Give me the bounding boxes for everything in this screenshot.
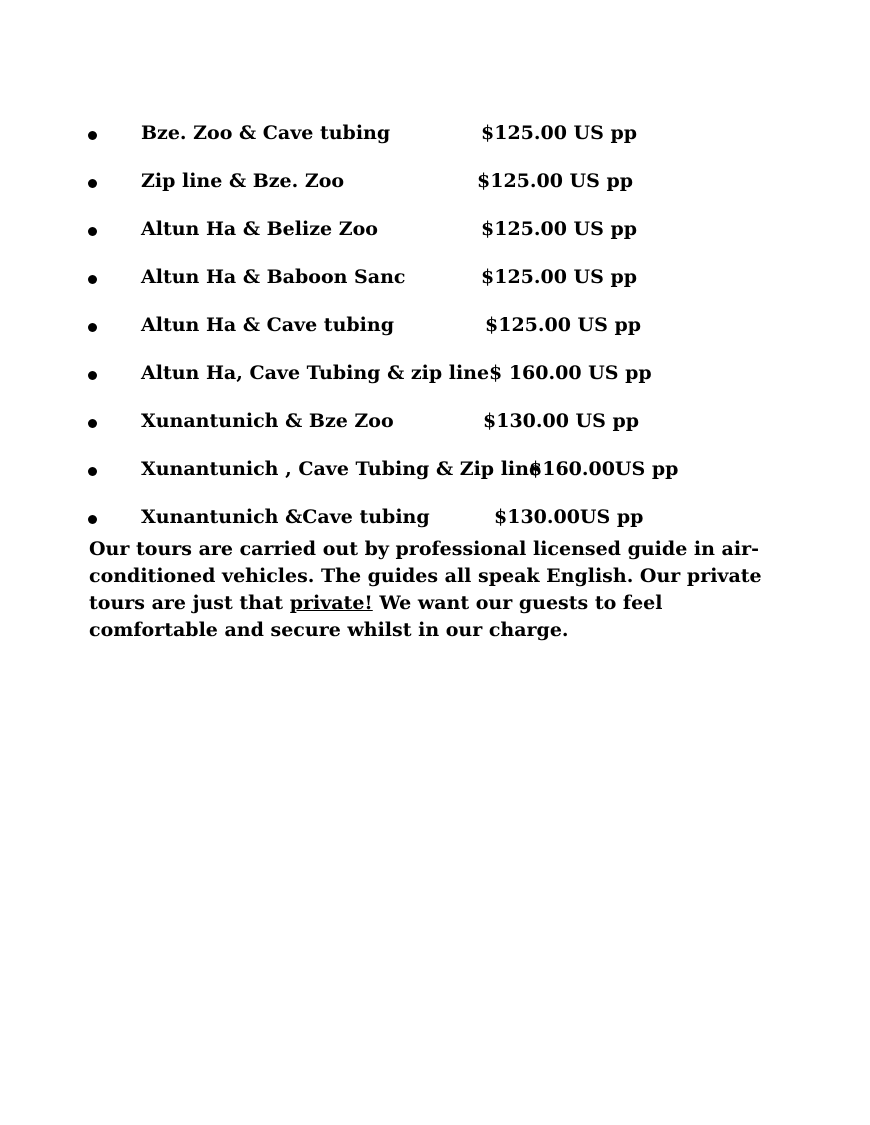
tour-price: $125.00 US pp <box>481 218 638 240</box>
tour-price: $160.00US pp <box>529 458 679 480</box>
bullet-icon <box>88 515 97 524</box>
intro-paragraph <box>89 536 789 644</box>
tour-name: Xunantunich & Bze Zoo <box>141 410 394 432</box>
tour-name: Xunantunich , Cave Tubing & Zip line <box>141 458 542 480</box>
tour-item <box>0 358 870 388</box>
bullet-icon <box>88 227 97 236</box>
tour-item <box>0 454 870 484</box>
tour-name: Altun Ha & Baboon Sanc <box>141 266 406 288</box>
tour-name: Xunantunich &Cave tubing <box>141 506 430 528</box>
bullet-icon <box>88 419 97 428</box>
tour-name: Altun Ha, Cave Tubing & zip line <box>141 362 490 384</box>
bullet-icon <box>88 179 97 188</box>
tour-price: $130.00US pp <box>494 506 644 528</box>
tour-item <box>0 262 870 292</box>
tour-price: $125.00 US pp <box>485 314 642 336</box>
tour-price: $ 160.00 US pp <box>489 362 652 384</box>
tour-item <box>0 118 870 148</box>
tour-item <box>0 406 870 436</box>
tour-name: Bze. Zoo & Cave tubing <box>141 122 391 144</box>
bullet-icon <box>88 275 97 284</box>
tour-item <box>0 502 870 532</box>
bullet-icon <box>88 371 97 380</box>
intro-text-start: Our tours are carried out by professional licensed guide in air-conditioned vehicles. The guides all speak English. Our private tours are just that <box>89 538 762 614</box>
tour-name: Zip line & Bze. Zoo <box>141 170 345 192</box>
tour-name: Altun Ha & Cave tubing <box>141 314 394 336</box>
tour-price: $125.00 US pp <box>481 266 638 288</box>
bullet-icon <box>88 131 97 140</box>
bullet-icon <box>88 323 97 332</box>
intro-text-end: We want our guests to feel comfortable and secure whilst in our charge. <box>89 592 663 641</box>
tour-item <box>0 214 870 244</box>
tour-price: $125.00 US pp <box>477 170 634 192</box>
tour-item <box>0 166 870 196</box>
tour-price: $125.00 US pp <box>481 122 638 144</box>
tour-price: $130.00 US pp <box>483 410 640 432</box>
private-emphasis: private! <box>289 592 373 614</box>
tour-name: Altun Ha & Belize Zoo <box>141 218 378 240</box>
tour-item <box>0 310 870 340</box>
bullet-icon <box>88 467 97 476</box>
